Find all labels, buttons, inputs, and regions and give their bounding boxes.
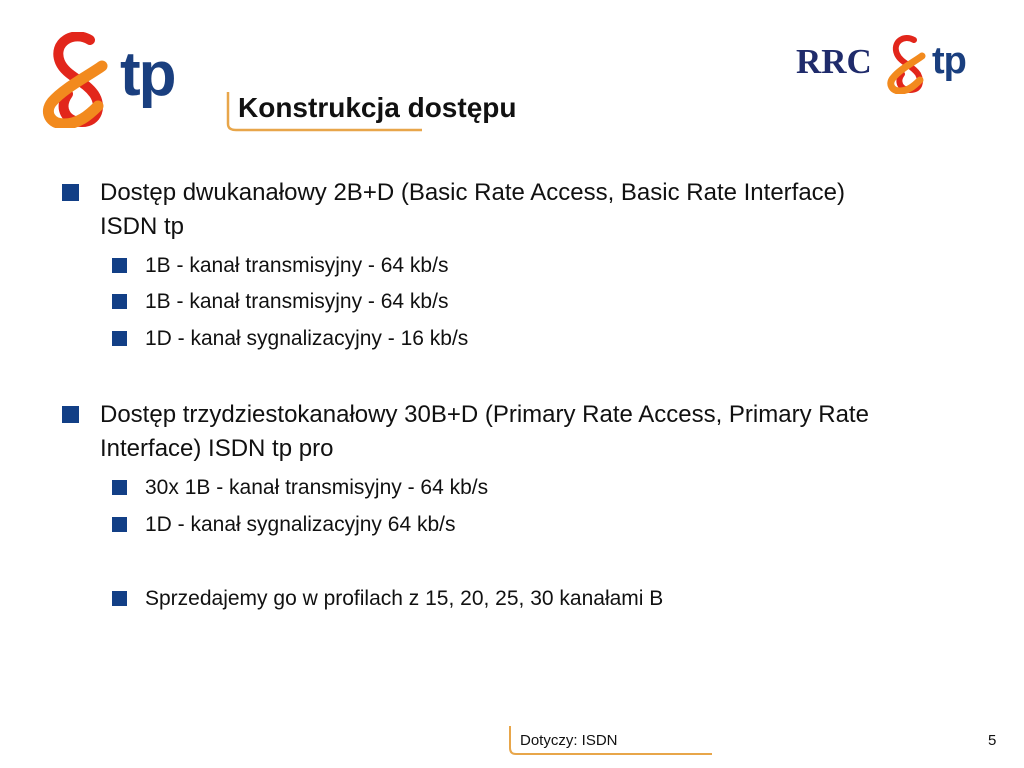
sub-bullet-item: Sprzedajemy go w profilach z 15, 20, 25, 30 kanałami B [145, 587, 664, 610]
sub-bullet-item: 1B - kanał transmisyjny - 64 kb/s [145, 290, 449, 313]
tp-logo-text: tp [120, 40, 175, 109]
footer-label: Dotyczy: ISDN [520, 732, 618, 749]
rrc-logo-text: RRC [796, 42, 872, 81]
bullet-item-bri: Dostęp dwukanałowy 2B+D (Basic Rate Access, Basic Rate Interface) ISDN tp [100, 179, 846, 240]
sub-bullet-item: 1B - kanał transmisyjny - 64 kb/s [145, 254, 449, 277]
tp-logo [38, 32, 190, 128]
sub-bullet-square-icon [112, 331, 127, 346]
bullet-square-icon [62, 406, 79, 423]
slide-title: Konstrukcja dostępu [238, 92, 517, 123]
sub-bullet-item: 30x 1B - kanał transmisyjny - 64 kb/s [145, 476, 489, 499]
tp-small-logo-text: tp [932, 40, 966, 82]
ampersand-icon [38, 32, 128, 128]
bullet-item-pri: Dostęp trzydziestokanałowy 30B+D (Primary Rate Access, Primary Rate Interface) ISDN tp pro [100, 401, 869, 462]
ampersand-small-icon [884, 34, 936, 94]
rrc-tp-logo [792, 32, 988, 96]
sub-bullet-square-icon [112, 591, 127, 606]
bullet-square-icon [62, 184, 79, 201]
page-number: 5 [988, 732, 997, 749]
sub-bullet-square-icon [112, 258, 127, 273]
sub-bullet-item: 1D - kanał sygnalizacyjny 64 kb/s [145, 513, 456, 536]
sub-bullet-item: 1D - kanał sygnalizacyjny - 16 kb/s [145, 327, 469, 350]
sub-bullet-square-icon [112, 480, 127, 495]
sub-bullet-square-icon [112, 294, 127, 309]
sub-bullet-square-icon [112, 517, 127, 532]
